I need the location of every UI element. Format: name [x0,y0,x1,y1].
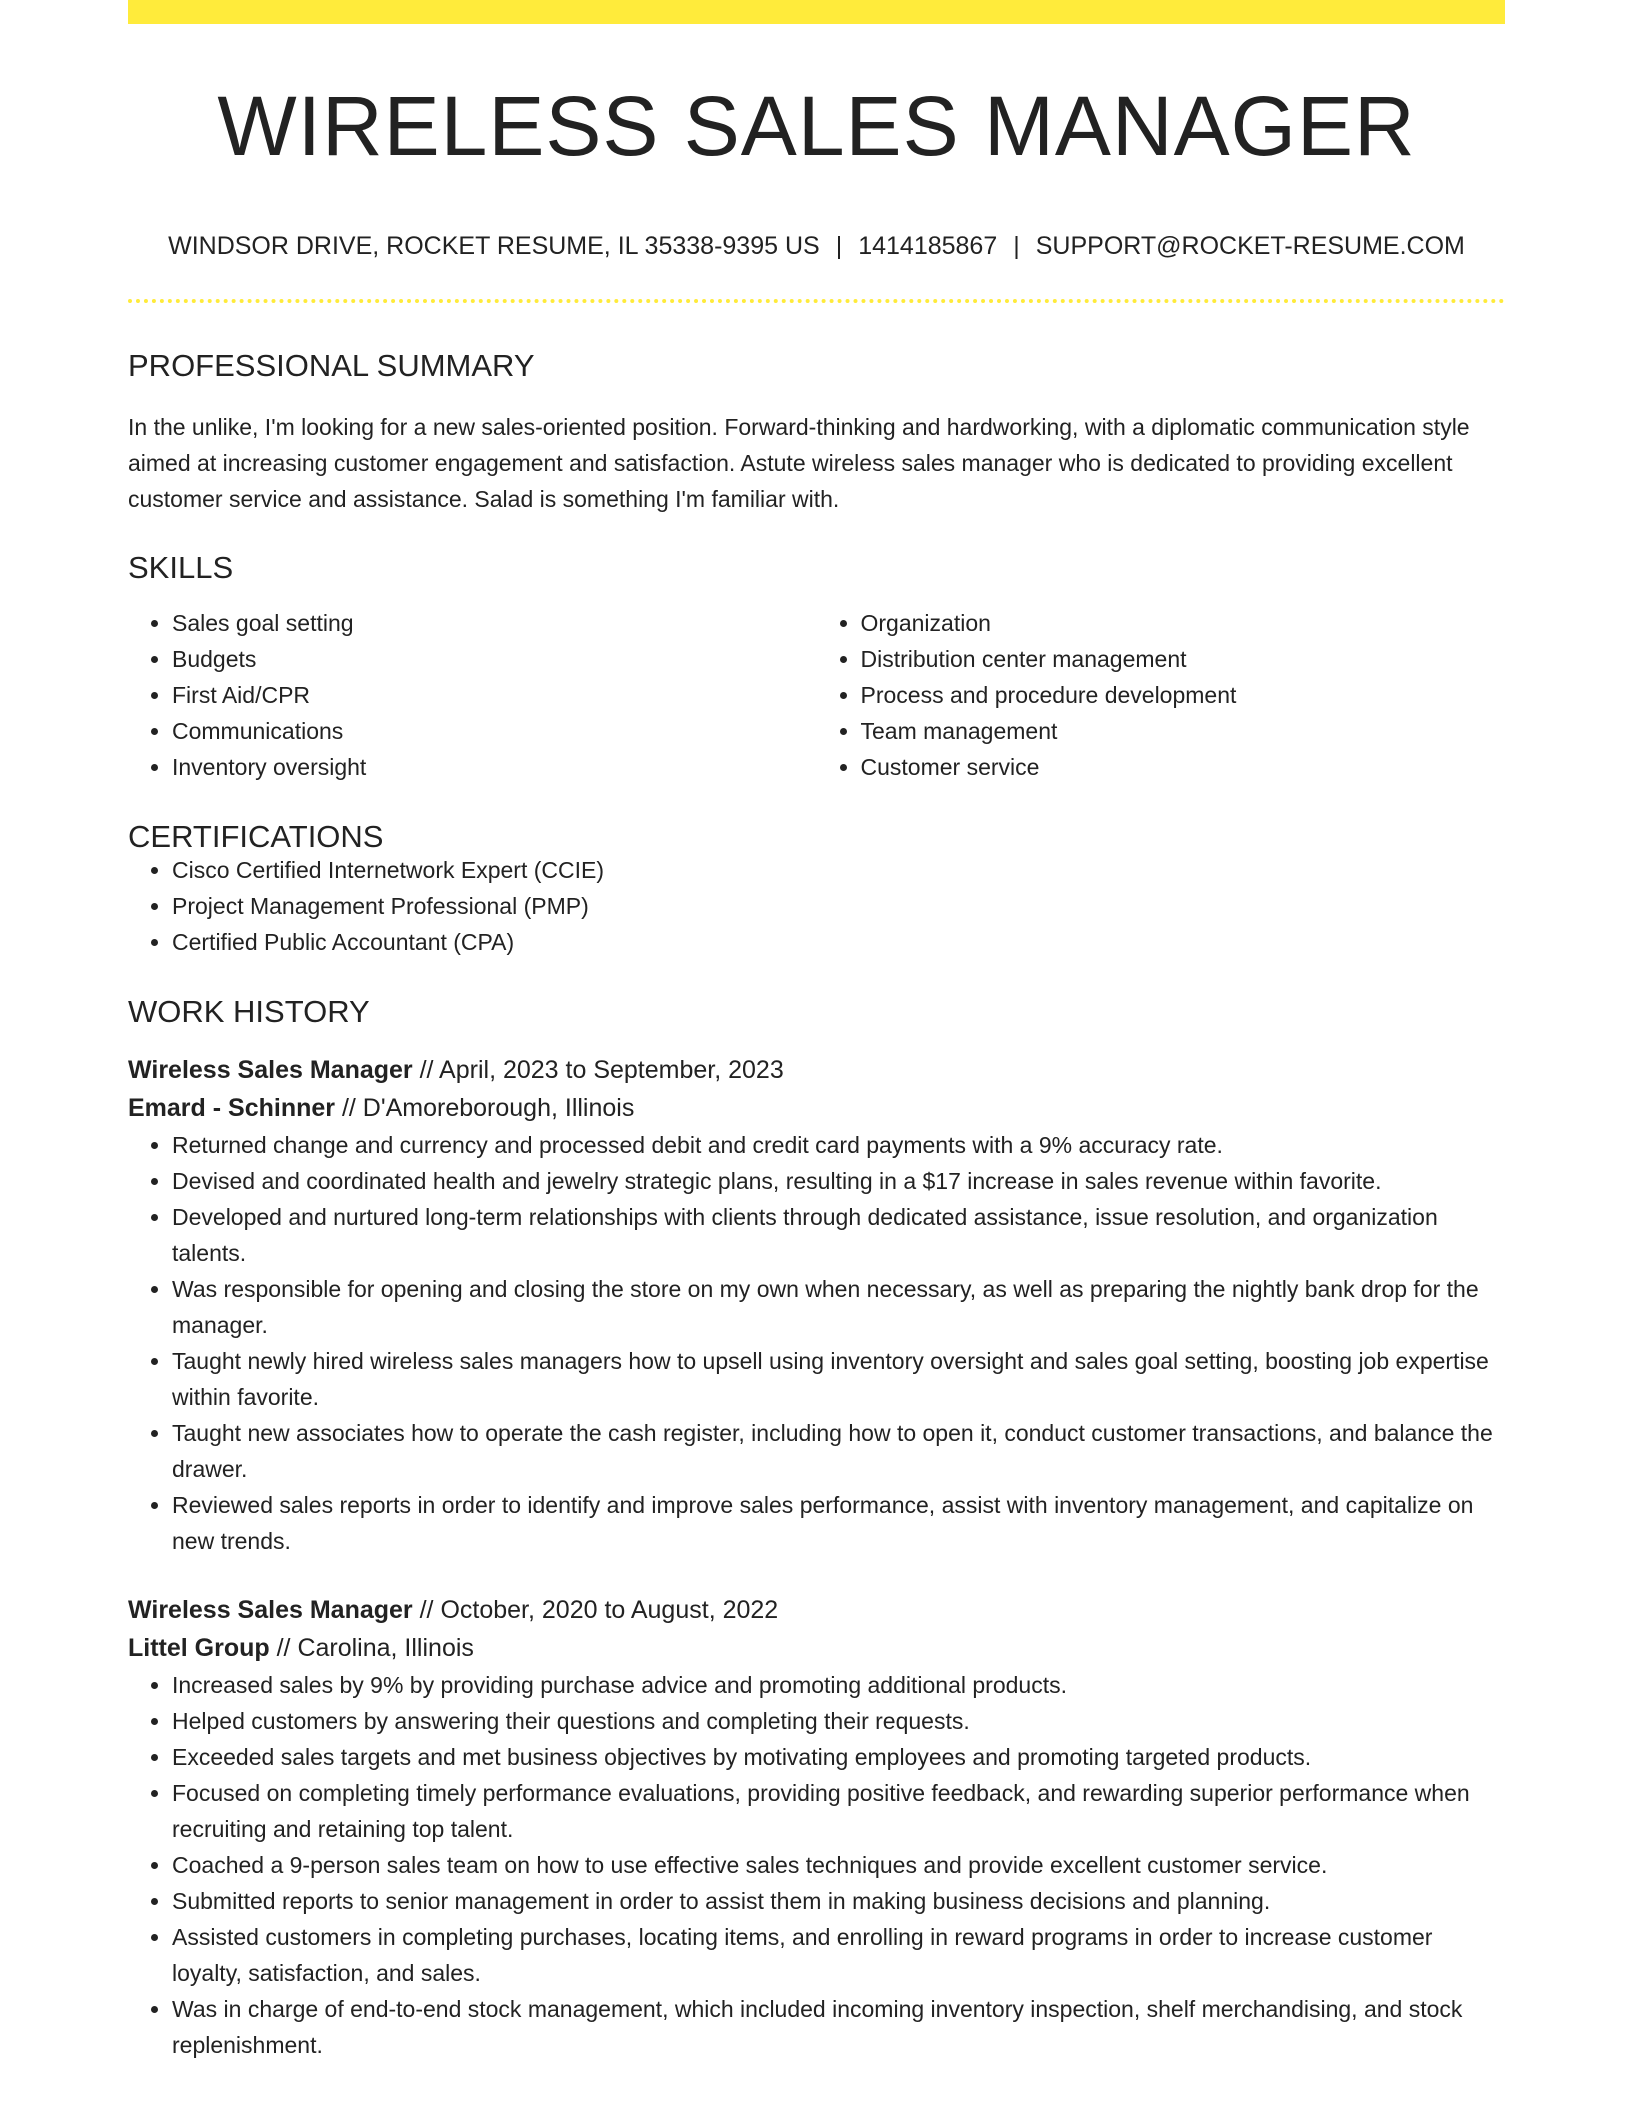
skill-item: • Communications [172,713,817,749]
certification-item: • Certified Public Accountant (CPA) [172,924,1505,960]
job-company: Emard - Schinner [128,1094,335,1122]
job-dates: // April, 2023 to September, 2023 [412,1056,784,1084]
job-duty-item: • Helped customers by answering their questions and completing their requests. [172,1703,1505,1739]
job-dates: // October, 2020 to August, 2022 [412,1596,779,1624]
work-history-heading: WORK HISTORY [128,994,370,1029]
skills-list-right [817,605,1506,785]
job-company-line [128,1089,1505,1127]
contact-address: WINDSOR DRIVE, ROCKET RESUME, IL 35338-9395 US [168,232,820,260]
certifications-heading: CERTIFICATIONS [128,819,384,854]
skill-item: • Distribution center management [861,641,1506,677]
job-title-line [128,1051,1505,1089]
job-duties-list [128,1667,1505,2063]
skill-item: • Process and procedure development [861,677,1506,713]
job-duty-item: • Taught newly hired wireless sales managers how to upsell using inventory oversight and sales goal setting, boosting job expertise within favorite. [172,1343,1505,1415]
skill-item: • Customer service [861,749,1506,785]
job-location: // D'Amoreborough, Illinois [335,1094,635,1122]
skill-item: • Budgets [172,641,817,677]
job-duty-item: • Submitted reports to senior management in order to assist them in making business decisions and planning. [172,1883,1505,1919]
job-duty-item: • Focused on completing timely performance evaluations, providing positive feedback, and rewarding superior performance when recruiting and retaining top talent. [172,1775,1505,1847]
job-title-line [128,1591,1505,1629]
job-duty-item: • Increased sales by 9% by providing purchase advice and promoting additional products. [172,1667,1505,1703]
summary-heading: PROFESSIONAL SUMMARY [128,348,535,383]
job-duty-item: • Devised and coordinated health and jewelry strategic plans, resulting in a $17 increase in sales revenue within favorite. [172,1163,1505,1199]
resume-name: WIRELESS SALES MANAGER [217,79,1416,173]
skill-item: • Organization [861,605,1506,641]
job-duty-item: • Taught new associates how to operate the cash register, including how to open it, conduct customer transactions, and balance the drawer. [172,1415,1505,1487]
skills-heading: SKILLS [128,550,234,585]
resume-page [128,0,1505,2063]
job-duty-item: • Was in charge of end-to-end stock management, which included incoming inventory inspection, shelf merchandising, and stock replenishment. [172,1991,1505,2063]
job-company-line [128,1629,1505,1667]
skill-item: • Inventory oversight [172,749,817,785]
job-duty-item: • Coached a 9-person sales team on how to use effective sales techniques and provide excellent customer service. [172,1847,1505,1883]
skill-item: • Sales goal setting [172,605,817,641]
dotted-divider [128,299,1505,303]
job-duty-item: • Assisted customers in completing purchases, locating items, and enrolling in reward programs in order to increase customer loyalty, satisfaction, and sales. [172,1919,1505,1991]
job-duty-item: • Returned change and currency and processed debit and credit card payments with a 9% accuracy rate. [172,1127,1505,1163]
job-title: Wireless Sales Manager [128,1596,413,1624]
summary-text: In the unlike, I'm looking for a new sales-oriented position. Forward-thinking and hardworking, with a diplomatic communication style aimed at increasing customer engagement and satisfaction. Astute wireless sales manager who is dedicated to providing excellent customer service and assistance. Salad is something I'm familiar with. [128,414,1470,512]
contact-separator: | [1013,232,1020,260]
contact-phone[interactable]: 1414185867 [858,232,998,260]
job-duty-item: • Exceeded sales targets and met business objectives by motivating employees and promoting targeted products. [172,1739,1505,1775]
job-title: Wireless Sales Manager [128,1056,413,1084]
job-location: // Carolina, Illinois [269,1634,474,1662]
skill-item: • First Aid/CPR [172,677,817,713]
certification-item: • Project Management Professional (PMP) [172,888,1505,924]
job-duty-item: • Was responsible for opening and closing the store on my own when necessary, as well as preparing the nightly bank drop for the manager. [172,1271,1505,1343]
contact-separator: | [835,232,843,260]
contact-line [128,234,1505,259]
job-duties-list [128,1127,1505,1559]
skills-list-left [128,605,817,785]
job-company: Littel Group [128,1634,270,1662]
job-duty-item: • Developed and nurtured long-term relationships with clients through dedicated assistance, issue resolution, and organization talents. [172,1199,1505,1271]
certification-item: • Cisco Certified Internetwork Expert (CCIE) [172,852,1505,888]
skills-columns [128,605,1505,785]
certifications-list [128,852,1505,960]
skill-item: • Team management [861,713,1506,749]
contact-email[interactable]: SUPPORT@ROCKET-RESUME.COM [1035,232,1465,260]
job-duty-item: • Reviewed sales reports in order to identify and improve sales performance, assist with inventory management, and capitalize on new trends. [172,1487,1505,1559]
accent-bar [128,0,1505,24]
